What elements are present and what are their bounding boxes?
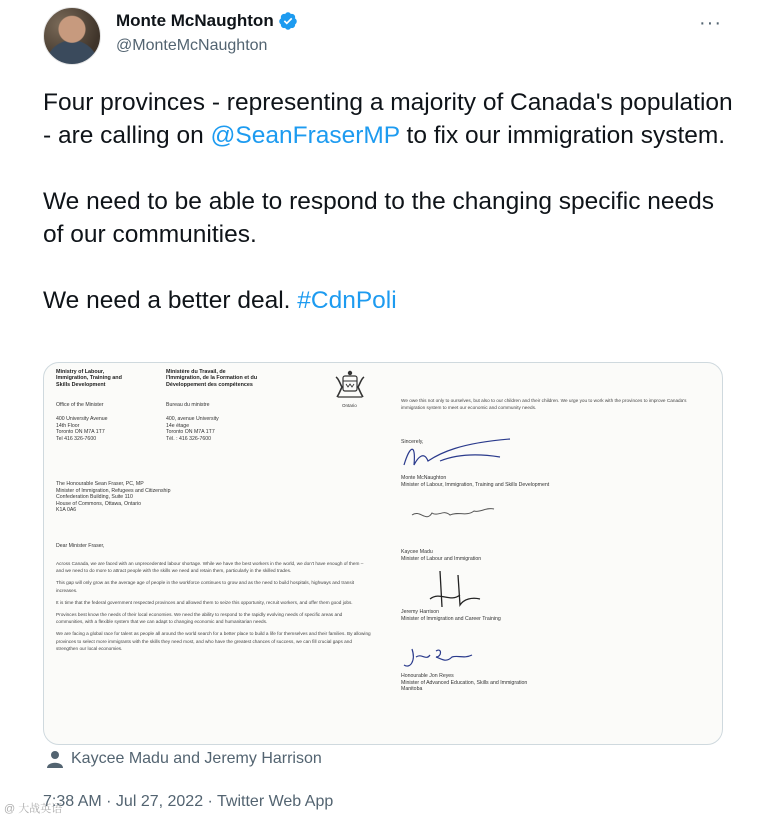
letter-line: 400, avenue University	[166, 416, 219, 422]
author-display-name[interactable]: Monte McNaughton	[116, 11, 274, 30]
letter-paragraph: It is time that the federal government respected provinces and allowed them to seize this opportunity, recruit workers, and offer them good jobs.	[56, 599, 353, 605]
letter-paragraph: We are facing a global race for talent as people all around the world search for a better place to build a life for themselves and their families. By allowing provinces to select more immigrants with the skills they need most, and who have the greatest chances of success, we can fill crucial gaps and strengthen our local economies.	[56, 631, 371, 651]
letter-line: K1A 0A6	[56, 507, 77, 514]
closing-paragraph: We owe this not only to ourselves, but also to our children and their children. We urge you to work with the provinces to improve Canada's immigration system to meet our economic and community needs.	[401, 398, 687, 411]
letter-line: Ministry of Labour,	[56, 369, 105, 375]
signatory-name: Honourable Jon Reyes	[401, 673, 454, 679]
letter-line: Minister of Immigration, Refugees and Citizenship	[56, 487, 171, 494]
avatar[interactable]	[43, 7, 101, 65]
signature-harrison-icon	[420, 569, 490, 611]
verified-badge-icon	[278, 11, 298, 31]
office-fr: Bureau du ministre	[166, 402, 210, 408]
signatory-1	[401, 475, 549, 488]
letter-paragraph: Provinces best know the needs of their local economies. We need the ability to respond to the rapidly evolving needs of specific areas and communities, with a flexible system that we can adapt to changing economic and humanitarian needs.	[56, 612, 343, 625]
letter-line: Toronto ON M7A 1T7	[166, 429, 215, 436]
signatory-4	[401, 673, 527, 693]
attached-letter-image[interactable]	[43, 362, 723, 745]
ministry-name-en	[56, 369, 151, 388]
letter-line: Tél. : 416 326-7600	[166, 435, 211, 442]
hashtag-link[interactable]: #CdnPoli	[297, 287, 397, 314]
office-en: Office of the Minister	[56, 402, 104, 408]
letter-line: Confederation Building, Suite 110	[56, 494, 133, 501]
letter-paragraph: This gap will only grow as the average age of people in the workforce continues to grow and as the need to build hospitals, highways and transit increases.	[56, 580, 355, 593]
letter-line: Immigration, Training and	[56, 375, 122, 382]
signatory-title: Minister of Immigration and Career Training	[401, 615, 501, 622]
author-handle[interactable]: @MonteMcNaughton	[116, 37, 268, 54]
letter-line: l'Immigration, de la Formation et du	[166, 375, 258, 382]
signatory-name: Monte McNaughton	[401, 475, 447, 481]
watermark: @ 大战英语	[4, 803, 63, 815]
signatory-3	[401, 609, 501, 622]
signatory-name: Jeremy Harrison	[401, 609, 440, 615]
signatory-2	[401, 549, 481, 562]
tweet-paragraph-3	[43, 284, 733, 317]
letter-line: Toronto ON M7A 1T7	[56, 429, 105, 436]
signature-reyes-icon	[402, 643, 482, 673]
salutation: Dear Minister Fraser,	[56, 543, 105, 549]
tweet-text-segment: Four provinces - representing a majority of Canada's population - are calling on	[43, 89, 733, 149]
mention-link[interactable]: @SeanFraserMP	[210, 122, 400, 149]
letter-document	[44, 363, 722, 744]
tweet-text-segment: We need a better deal.	[43, 287, 298, 314]
signatory-name: Kaycee Madu	[401, 549, 433, 555]
tagged-users-text[interactable]: Kaycee Madu and Jeremy Harrison	[71, 750, 322, 767]
sincerely: Sincerely,	[401, 439, 424, 445]
signatory-title: Minister of Labour, Immigration, Training and Skills Development	[401, 481, 550, 488]
letter-line: Développement des compétences	[166, 381, 253, 388]
letter-body	[56, 560, 371, 652]
signature-madu-icon	[410, 503, 500, 529]
more-options-icon[interactable]: ···	[699, 12, 722, 34]
letter-paragraph: Across Canada, we are faced with an unprecedented labour shortage. While we have the best workers in the world, we don't have enough of them – and we need to do more to attract people with the skills we need and retain them, particularly in the skilled trades.	[56, 561, 364, 574]
ministry-name-fr	[166, 369, 306, 388]
ontario-coat-of-arms-icon	[332, 369, 368, 405]
tweet-text-segment: to fix our immigration system.	[399, 122, 726, 149]
letter-line: House of Commons, Ottawa, Ontario	[56, 500, 142, 507]
letter-line: Skills Development	[56, 381, 106, 388]
signatory-province: Manitoba	[401, 686, 423, 693]
letter-line: Tel 416 326-7600	[56, 435, 97, 442]
letter-line: 14th Floor	[56, 422, 80, 429]
letter-line: 14e étage	[166, 422, 190, 429]
tweet-timestamp[interactable]: 7:38 AM · Jul 27, 2022 · Twitter Web App	[43, 793, 334, 810]
signature-mcnaughton-icon	[400, 435, 530, 477]
address-fr	[166, 416, 219, 442]
signatory-title: Minister of Labour and Immigration	[401, 555, 482, 562]
tweet-text	[43, 86, 733, 317]
recipient-block	[56, 481, 170, 514]
tagged-users[interactable]	[47, 750, 322, 768]
person-icon	[47, 750, 63, 768]
letter-line: 400 University Avenue	[56, 416, 108, 422]
tweet-paragraph-2: We need to be able to respond to the changing specific needs of our communities.	[43, 188, 715, 248]
signatory-title: Minister of Advanced Education, Skills and Immigration	[401, 679, 528, 686]
tweet-paragraph-1	[43, 86, 733, 152]
letter-line: Ministère du Travail, de	[166, 369, 226, 375]
author-name-row[interactable]	[116, 11, 298, 31]
address-en	[56, 416, 108, 442]
seal-caption: Ontario	[342, 403, 357, 408]
letter-line: The Honourable Sean Fraser, PC, MP	[56, 481, 144, 487]
